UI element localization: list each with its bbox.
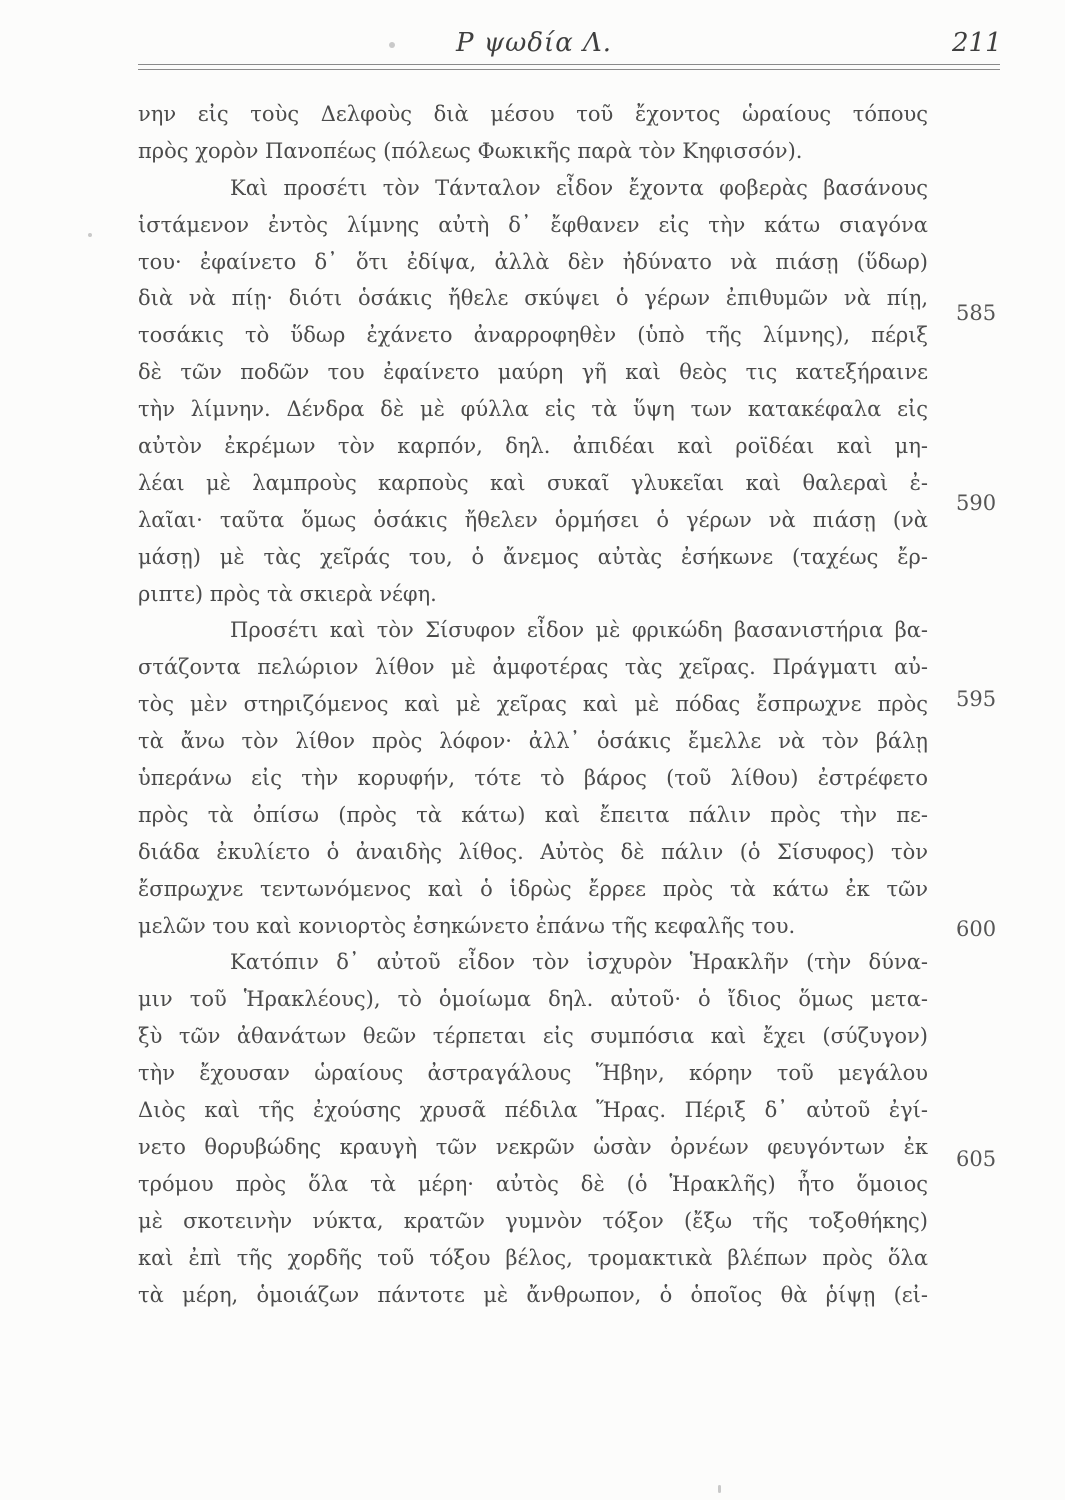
- text-line: ἱστάμενον ἐντὸς λίμνης αὐτὴ δ᾽ ἔφθανεν εἰς τὴν κάτω σιαγόνα: [138, 212, 928, 237]
- text-line: Διὸς καὶ τῆς ἐχούσης χρυσᾶ πέδιλα Ἥρας. Πέριξ δ᾽ αὐτοῦ ἐγί-: [138, 1098, 928, 1123]
- line-number-marker: 605: [956, 1147, 997, 1171]
- text-line: τὴν λίμνην. Δένδρα δὲ μὲ φύλλα εἰς τὰ ὕψη των κατακέφαλα εἰς: [138, 397, 928, 422]
- text-line: ξὺ τῶν ἀθανάτων θεῶν τέρπεται εἰς συμπόσια καὶ ἔχει (σύζυγον): [138, 1024, 928, 1049]
- text-line: ἔσπρωχνε τεντωνόμενος καὶ ὁ ἱδρὼς ἔρρεε πρὸς τὰ κάτω ἐκ τῶν: [138, 876, 928, 901]
- text-line: ὑπεράνω εἰς τὴν κορυφήν, τότε τὸ βάρος (τοῦ λίθου) ἐστρέφετο: [138, 766, 928, 791]
- text-line: διὰ νὰ πίῃ· διότι ὁσάκις ἤθελε σκύψει ὁ γέρων ἐπιθυμῶν νὰ πίῃ,: [138, 286, 928, 311]
- text-line: Κατόπιν δ᾽ αὐτοῦ εἶδον τὸν ἰσχυρὸν Ἡρακλῆν (τὴν δύνα-: [230, 950, 928, 975]
- text-line: αὐτὸν ἐκρέμων τὸν καρπόν, δηλ. ἀπιδέαι καὶ ροϊδέαι καὶ μη-: [138, 434, 928, 459]
- text-line: πρὸς τὰ ὀπίσω (πρὸς τὰ κάτω) καὶ ἔπειτα πάλιν πρὸς τὴν πε-: [138, 802, 928, 827]
- text-line: καὶ ἐπὶ τῆς χορδῆς τοῦ τόξου βέλος, τρομακτικὰ βλέπων πρὸς ὅλα: [138, 1245, 928, 1270]
- running-head-title: Ρ ψωδία Λ.: [456, 28, 613, 58]
- text-line: πρὸς χορὸν Πανοπέως (πόλεως Φωκικῆς παρὰ τὸν Κηφισσόν).: [138, 138, 803, 163]
- line-number-marker: 600: [956, 917, 997, 941]
- text-line: ριπτε) πρὸς τὰ σκιερὰ νέφη.: [138, 581, 437, 606]
- ink-speck: [88, 233, 92, 237]
- text-line: λέαι μὲ λαμπροὺς καρποὺς καὶ συκαῖ γλυκεῖαι καὶ θαλεραὶ ἐ-: [138, 470, 928, 495]
- text-line: μελῶν του καὶ κονιορτὸς ἐσηκώνετο ἐπάνω τῆς κεφαλῆς του.: [138, 913, 796, 938]
- text-line: νην εἰς τοὺς Δελφοὺς διὰ μέσου τοῦ ἔχοντος ὡραίους τόπους: [138, 102, 928, 126]
- text-line: δὲ τῶν ποδῶν του ἐφαίνετο μαύρη γῆ καὶ θεὸς τις κατεξήραινε: [138, 360, 928, 385]
- text-line: τρόμου πρὸς ὅλα τὰ μέρη· αὐτὸς δὲ (ὁ Ἡρακλῆς) ἦτο ὅμοιος: [138, 1171, 928, 1196]
- ink-speck: [718, 1485, 721, 1493]
- text-line: στάζοντα πελώριον λίθον μὲ ἀμφοτέρας τὰς χεῖρας. Πράγματι αὐ-: [138, 655, 928, 680]
- text-line: λαῖαι· ταῦτα ὅμως ὁσάκις ἤθελεν ὁρμήσει ὁ γέρων νὰ πιάσῃ (νὰ: [138, 507, 928, 532]
- header-rule: [138, 64, 1000, 65]
- text-line: μάσῃ) μὲ τὰς χεῖράς του, ὁ ἄνεμος αὐτὰς ἐσήκωνε (ταχέως ἔρ-: [138, 544, 928, 569]
- ink-speck: [389, 42, 395, 48]
- body-text: [138, 96, 928, 1313]
- page-number: 211: [952, 28, 1002, 58]
- header-rule: [138, 69, 1000, 70]
- text-line: τὸς μὲν στηριζόμενος καὶ μὲ χεῖρας καὶ μὲ πόδας ἔσπρωχνε πρὸς: [138, 692, 928, 717]
- text-line: τὰ μέρη, ὁμοιάζων πάντοτε μὲ ἄνθρωπον, ὁ ὁποῖος θὰ ῥίψῃ (εἰ-: [138, 1282, 928, 1307]
- text-line: διάδα ἐκυλίετο ὁ ἀναιδὴς λίθος. Αὐτὸς δὲ πάλιν (ὁ Σίσυφος) τὸν: [138, 839, 928, 864]
- text-line: νετο θορυβώδης κραυγὴ τῶν νεκρῶν ὡσὰν ὀρνέων φευγόντων ἐκ: [138, 1134, 928, 1159]
- text-line: μιν τοῦ Ἡρακλέους), τὸ ὁμοίωμα δηλ. αὐτοῦ· ὁ ἴδιος ὅμως μετα-: [138, 987, 928, 1012]
- text-line: του· ἐφαίνετο δ᾽ ὅτι ἐδίψα, ἀλλὰ δὲν ἠδύνατο νὰ πιάσῃ (ὕδωρ): [138, 249, 928, 274]
- text-line: τὰ ἄνω τὸν λίθον πρὸς λόφον· ἀλλ᾽ ὁσάκις ἔμελλε νὰ τὸν βάλῃ: [138, 729, 928, 754]
- text-line: τὴν ἔχουσαν ὡραίους ἀστραγάλους Ἥβην, κόρην τοῦ μεγάλου: [138, 1061, 928, 1086]
- text-line: μὲ σκοτεινὴν νύκτα, κρατῶν γυμνὸν τόξον (ἔξω τῆς τοξοθήκης): [138, 1208, 928, 1233]
- text-line: Προσέτι καὶ τὸν Σίσυφον εἶδον μὲ φρικώδη βασανιστήρια βα-: [230, 618, 928, 643]
- text-line: τοσάκις τὸ ὕδωρ ἐχάνετο ἀναρροφηθὲν (ὑπὸ τῆς λίμνης), πέριξ: [138, 323, 928, 348]
- line-number-marker: 595: [956, 687, 997, 711]
- line-number-marker: 585: [956, 301, 997, 325]
- line-number-marker: 590: [956, 491, 997, 515]
- text-line: Καὶ προσέτι τὸν Τάνταλον εἶδον ἔχοντα φοβερὰς βασάνους: [230, 175, 928, 200]
